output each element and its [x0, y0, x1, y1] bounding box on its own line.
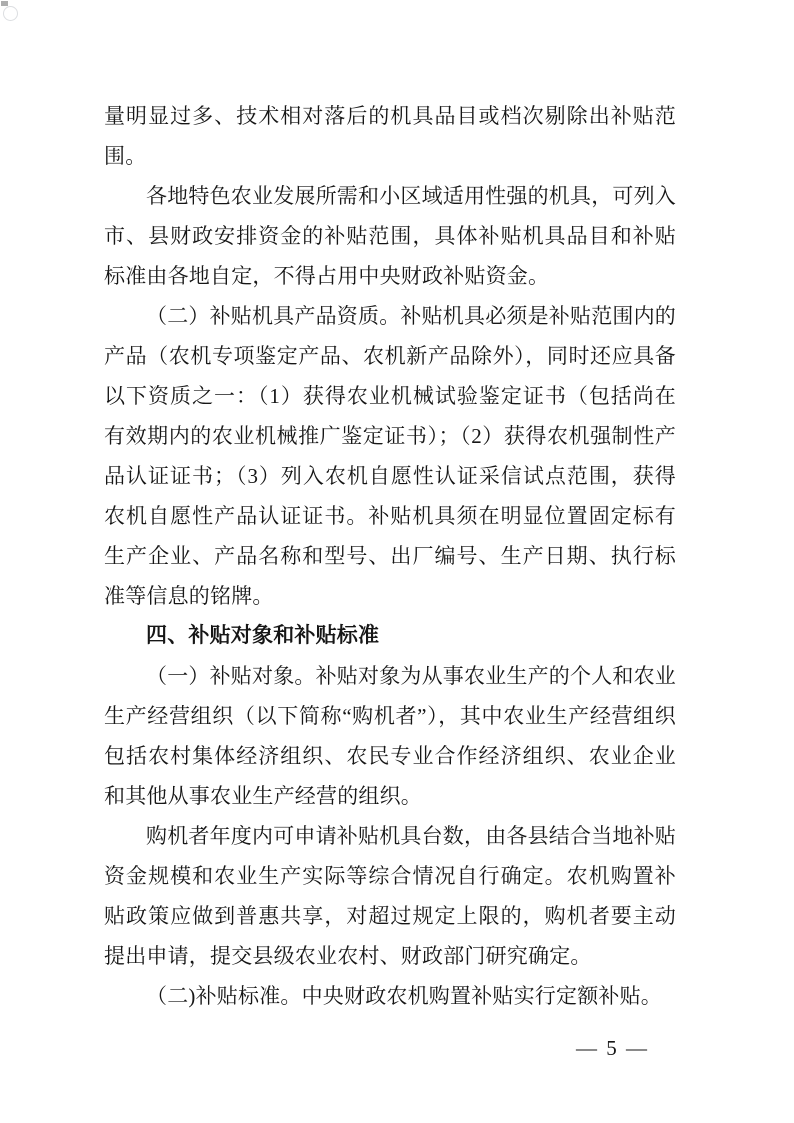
paragraph: （一）补贴对象。补贴对象为从事农业生产的个人和农业生产经营组织（以下简称“购机者”），其中农业生产经营组织包括农村集体经济组织、农民专业合作经济组织、农业企业和其他从事农业生产经营的组织。: [104, 664, 676, 808]
paragraph-continuation: 量明显过多、技术相对落后的机具品目或档次剔除出补贴范围。: [104, 104, 676, 168]
paragraph: 各地特色农业发展所需和小区域适用性强的机具，可列入市、县财政安排资金的补贴范围，具体补贴机具品目和补贴标准由各地自定，不得占用中央财政补贴资金。: [104, 184, 676, 288]
paragraph: （二）补贴机具产品资质。补贴机具必须是补贴范围内的产品（农机专项鉴定产品、农机新产品除外），同时还应具备以下资质之一：（1）获得农业机械试验鉴定证书（包括尚在有效期内的农业机械推广鉴定证书）；（2）获得农机强制性产品认证证书；（3）列入农机自愿性认证采信试点范围，获得农机自愿性产品认证证书。补贴机具须在明显位置固定标有生产企业、产品名称和型号、出厂编号、生产日期、执行标准等信息的铭牌。: [104, 304, 676, 608]
section-heading: 四、补贴对象和补贴标准: [146, 624, 380, 647]
document-body: [104, 96, 676, 1016]
paragraph: 购机者年度内可申请补贴机具台数，由各县结合当地补贴资金规模和农业生产实际等综合情况自行确定。农机购置补贴政策应做到普惠共享，对超过规定上限的，购机者要主动提出申请，提交县级农业农村、财政部门研究确定。: [104, 824, 676, 968]
page-number: — 5 —: [576, 1036, 649, 1060]
paragraph: （二)补贴标准。中央财政农机购置补贴实行定额补贴。: [146, 984, 662, 1008]
scan-artifact-dot: [1, 1, 8, 6]
scan-artifact-ring: [3, 6, 18, 21]
